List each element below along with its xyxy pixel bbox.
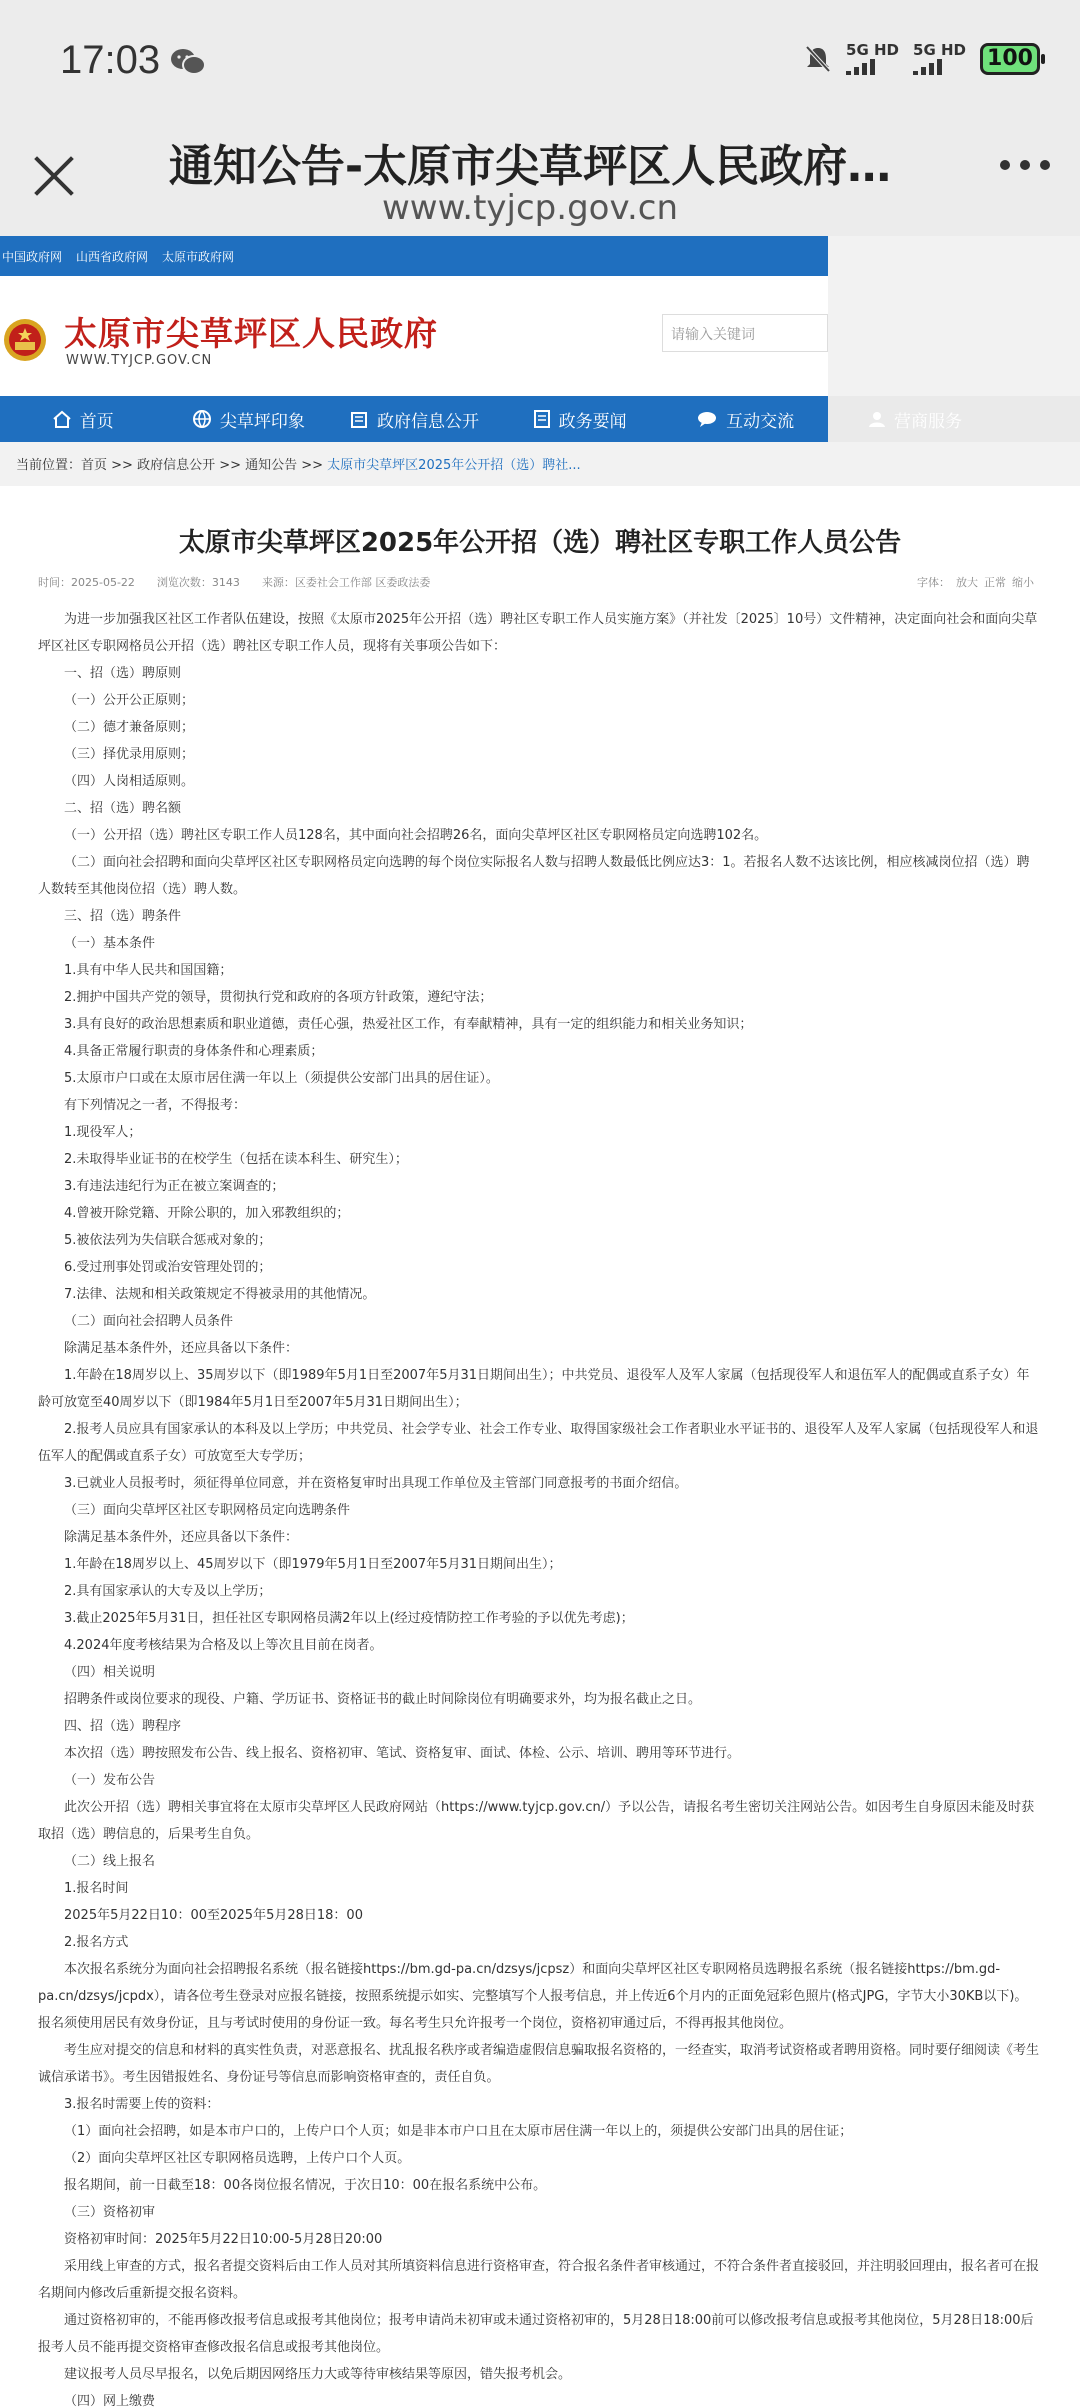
nav-item-label: 政务要闻	[558, 411, 627, 432]
font-label: 字体：	[917, 576, 950, 589]
search-input[interactable]: 请输入关键词	[662, 314, 828, 352]
nav-item-label: 营商服务	[894, 411, 962, 432]
article-meta	[38, 574, 430, 590]
article-paragraph: （二）德才兼备原则；	[64, 720, 195, 735]
article-paragraph: 为进一步加强我区社区工作者队伍建设，按照《太原市2025年公开招（选）聘社区专职工作人员实施方案》（并社发〔2025〕10号）文件精神，决定面向社会和面向尖草坪区社区专职网格员公开招（选）聘社区专职工作人员，现将有关事项公告如下：	[38, 612, 1038, 654]
article-paragraph: （二）线上报名	[64, 1854, 156, 1869]
article-paragraph: 通过资格初审的，不能再修改报考信息或报考其他岗位；报考申请尚未初审或未通过资格初审的，5月28日18:00前可以修改报考信息或报考其他岗位，5月28日18:00后报考人员不能再提交资格审查修改报名信息或报考其他岗位。	[38, 2313, 1034, 2355]
article-paragraph: 三、招（选）聘条件	[64, 909, 182, 924]
signal-1	[846, 42, 899, 75]
nav-item-label: 互动交流	[726, 411, 795, 432]
breadcrumb-path[interactable]: 首页 >> 政府信息公开 >> 通知公告 >>	[81, 458, 328, 473]
article-paragraph: 1.年龄在18周岁以上、45周岁以下（即1979年5月1日至2007年5月31日期间出生）；	[64, 1557, 562, 1572]
article-paragraph: 4.2024年度考核结果为合格及以上等次且目前在岗者。	[64, 1638, 383, 1653]
nav-item-interaction[interactable]	[662, 396, 828, 442]
more-options-icon[interactable]	[1000, 160, 1050, 170]
article-paragraph: （一）发布公告	[64, 1773, 156, 1788]
nav-item-business[interactable]	[828, 396, 1080, 442]
nav-item-impression[interactable]	[166, 396, 332, 442]
article-paragraph: 采用线上审查的方式，报名者提交资料后由工作人员对其所填资料信息进行资格审查，符合报名条件者审核通过，不符合条件者直接驳回，并注明驳回理由，报名者可在报名期间内修改后重新提交报名资料。	[38, 2259, 1040, 2301]
article-paragraph: 本次报名系统分为面向社会招聘报名系统（报名链接https://bm.gd-pa.cn/dzsys/jcpsz）和面向尖草坪区社区专职网格员选聘报名系统（报名链接https://bm.gd-pa.cn/dzsys/jcpdx），请各位考生登录对应报名链接，按照系统提示如实、完整填写个人报考信息，并上传近6个月内的正面免冠彩色照片(格式JPG，字节大小30KB以下)。报名须使用居民有效身份证，且与考试时使用的身份证一致。每名考生只允许报考一个岗位，资格初审通过后，不得再报其他岗位。	[38, 1962, 1028, 2031]
nav-item-gov-info[interactable]	[331, 396, 497, 442]
top-link[interactable]: 山西省政府网	[76, 249, 149, 264]
article-paragraph: 7.法律、法规和相关政策规定不得被录用的其他情况。	[64, 1287, 376, 1302]
article-paragraph: 2.具有国家承认的大专及以上学历；	[64, 1584, 272, 1599]
article-paragraph: 3.截止2025年5月31日，担任社区专职网格员满2年以上(经过疫情防控工作考验的予以优先考虑)；	[64, 1611, 634, 1626]
status-icons	[804, 42, 1040, 75]
top-link[interactable]: 太原市政府网	[162, 249, 235, 264]
status-bar	[0, 0, 1080, 125]
article-paragraph: 本次招（选）聘按照发布公告、线上报名、资格初审、笔试、资格复审、面试、体检、公示、培训、聘用等环节进行。	[64, 1746, 741, 1761]
article-time: 时间：2025-05-22	[38, 576, 135, 589]
signal-2	[913, 42, 966, 75]
font-normal-button[interactable]: 正常	[984, 576, 1006, 589]
wechat-icon	[170, 48, 206, 76]
article-paragraph: 3.报名时需要上传的资料：	[64, 2097, 220, 2112]
article-paragraph: （四）人岗相适原则。	[64, 774, 195, 789]
article-source: 来源：区委社会工作部 区委政法委	[261, 576, 431, 589]
signal-bars-icon	[846, 59, 875, 75]
user-icon	[868, 410, 886, 428]
article-paragraph: 2.报名方式	[64, 1935, 129, 1950]
article-paragraph: 2.报考人员应具有国家承认的本科及以上学历；中共党员、社会学专业、社会工作专业、取得国家级社会工作者职业水平证书的、退役军人及军人家属（包括现役军人和退伍军人的配偶或直系子女）可放宽至大专学历；	[38, 1422, 1039, 1464]
battery-icon: 100	[980, 43, 1040, 75]
national-emblem-icon	[2, 316, 48, 366]
article-paragraph: 2.拥护中国共产党的领导，贯彻执行党和政府的各项方针政策，遵纪守法；	[64, 990, 493, 1005]
article-paragraph: 3.有违法违纪行为正在被立案调查的；	[64, 1179, 285, 1194]
article-paragraph: 一、招（选）聘原则	[64, 666, 182, 681]
article-paragraph: 1.年龄在18周岁以上、35周岁以下（即1989年5月1日至2007年5月31日期间出生）；中共党员、退役军人及军人家属（包括现役军人和退伍军人的配偶或直系子女）年龄可放宽至40周岁以下（即1984年5月1日至2007年5月31日期间出生）；	[38, 1368, 1030, 1410]
article-paragraph: （四）相关说明	[64, 1665, 156, 1680]
article-paragraph: 二、招（选）聘名额	[64, 801, 182, 816]
building-icon	[349, 409, 369, 429]
article-paragraph: （一）公开公正原则；	[64, 693, 195, 708]
top-links-filler	[828, 236, 1080, 276]
site-domain: WWW.TYJCP.GOV.CN	[66, 353, 213, 368]
font-big-button[interactable]: 放大	[956, 576, 978, 589]
article-views: 浏览次数：3143	[156, 576, 240, 589]
article-paragraph: （1）面向社会招聘，如是本市户口的，上传户口个人页；如是非本市户口且在太原市居住满一年以上的，须提供公安部门出具的居住证；	[64, 2124, 853, 2139]
page-url: www.tyjcp.gov.cn	[381, 188, 678, 228]
article-paragraph: 考生应对提交的信息和材料的真实性负责，对恶意报名、扰乱报名秩序或者编造虚假信息骗取报名资格的，一经查实，取消考试资格或者聘用资格。同时要仔细阅读《考生诚信承诺书》。考生因错报姓名、身份证号等信息而影响资格审查的，责任自负。	[38, 2043, 1040, 2085]
browser-titlebar	[0, 110, 1080, 235]
article-paragraph: （一）基本条件	[64, 936, 156, 951]
font-small-button[interactable]: 缩小	[1012, 576, 1034, 589]
document-icon	[533, 409, 551, 429]
article-paragraph: （三）择优录用原则；	[64, 747, 195, 762]
article-paragraph: 建议报考人员尽早报名，以免后期因网络压力大或等待审核结果等原因，错失报考机会。	[64, 2367, 572, 2382]
article-paragraph: 3.具有良好的政治思想素质和职业道德，责任心强，热爱社区工作，有奉献精神，具有一定的组织能力和相关业务知识；	[64, 1017, 753, 1032]
site-header	[0, 276, 828, 396]
page-title: 通知公告-太原市尖草坪区人民政府…	[168, 141, 892, 192]
article-paragraph: （三）面向尖草坪区社区专职网格员定向选聘条件	[64, 1503, 351, 1518]
main-nav	[0, 396, 828, 442]
nav-item-label: 首页	[79, 411, 114, 432]
article-paragraph: 4.曾被开除党籍、开除公职的，加入邪教组织的；	[64, 1206, 350, 1221]
nav-item-label: 尖草坪印象	[219, 411, 305, 432]
article-paragraph: （四）网上缴费	[64, 2394, 156, 2408]
article-paragraph: （二）面向社会招聘人员条件	[64, 1314, 234, 1329]
article-paragraph: 4.具备正常履行职责的身体条件和心理素质；	[64, 1044, 324, 1059]
article-paragraph: 3.已就业人员报考时，须征得单位同意，并在资格复审时出具现工作单位及主管部门同意报考的书面介绍信。	[64, 1476, 688, 1491]
article-paragraph: 5.被依法列为失信联合惩戒对象的；	[64, 1233, 272, 1248]
article-paragraph: （二）面向社会招聘和面向尖草坪区社区专职网格员定向选聘的每个岗位实际报名人数与招聘人数最低比例应达3：1。若报名人数不达该比例，相应核减岗位招（选）聘人数转至其他岗位招（选）聘人数。	[38, 855, 1030, 897]
nav-item-news[interactable]	[497, 396, 663, 442]
breadcrumb	[16, 454, 581, 473]
signal-1-label: 5G HD	[846, 41, 900, 59]
site-name[interactable]: 太原市尖草坪区人民政府	[64, 314, 438, 353]
top-link[interactable]: 中国政府网	[2, 249, 63, 264]
article-paragraph: 四、招（选）聘程序	[64, 1719, 182, 1734]
mute-icon	[804, 44, 832, 74]
article-paragraph: 此次公开招（选）聘相关事宜将在太原市尖草坪区人民政府网站（https://www.tyjcp.gov.cn/）予以公告，请报名考生密切关注网站公告。如因考生自身原因未能及时获取招（选）聘信息的，后果考生自负。	[38, 1800, 1035, 1842]
breadcrumb-current[interactable]: 太原市尖草坪区2025年公开招（选）聘社...	[327, 458, 581, 473]
article-paragraph: 2.未取得毕业证书的在校学生（包括在读本科生、研究生）；	[64, 1152, 408, 1167]
article-paragraph: 1.报名时间	[64, 1881, 129, 1896]
web-content	[0, 236, 1080, 2408]
article-paragraph: 除满足基本条件外，还应具备以下条件：	[64, 1530, 299, 1545]
article-paragraph: 1.现役军人；	[64, 1125, 142, 1140]
article-title: 太原市尖草坪区2025年公开招（选）聘社区专职工作人员公告	[178, 528, 902, 558]
top-links-bar	[0, 236, 828, 276]
article-paragraph: 6.受过刑事处罚或治安管理处罚的；	[64, 1260, 272, 1275]
article-paragraph: 报名期间，前一日截至18：00各岗位报名情况，于次日10：00在报名系统中公布。	[64, 2178, 547, 2193]
signal-2-label: 5G HD	[913, 41, 966, 59]
article-paragraph: 有下列情况之一者，不得报考：	[64, 1098, 247, 1113]
close-icon[interactable]	[30, 150, 80, 200]
article-paragraph: 1.具有中华人民共和国国籍；	[64, 963, 233, 978]
globe-icon	[192, 409, 212, 429]
article-paragraph: 招聘条件或岗位要求的现役、户籍、学历证书、资格证书的截止时间除岗位有明确要求外，均为报名截止之日。	[64, 1692, 702, 1707]
article-paragraph: 资格初审时间：2025年5月22日10:00-5月28日20:00	[64, 2232, 383, 2247]
chat-icon	[696, 410, 718, 428]
article-paragraph: 除满足基本条件外，还应具备以下条件：	[64, 1341, 299, 1356]
article	[0, 486, 1080, 2408]
home-icon	[52, 410, 72, 428]
article-paragraph: （一）公开招（选）聘社区专职工作人员128名，其中面向社会招聘26名，面向尖草坪区社区专职网格员定向选聘102名。	[64, 828, 768, 843]
nav-item-home[interactable]	[0, 396, 166, 442]
article-paragraph: （2）面向尖草坪区社区专职网格员选聘，上传户口个人页。	[64, 2151, 411, 2166]
font-size-controls	[917, 574, 1034, 590]
article-paragraph: 2025年5月22日10：00至2025年5月28日18：00	[64, 1908, 363, 1923]
article-body	[38, 606, 1040, 2408]
article-paragraph: （三）资格初审	[64, 2205, 156, 2220]
signal-bars-icon	[913, 59, 942, 75]
status-time: 17:03	[60, 38, 161, 82]
nav-item-label: 政府信息公开	[376, 411, 479, 432]
breadcrumb-prefix: 当前位置：	[16, 458, 82, 473]
article-paragraph: 5.太原市户口或在太原市居住满一年以上（须提供公安部门出具的居住证）。	[64, 1071, 499, 1086]
